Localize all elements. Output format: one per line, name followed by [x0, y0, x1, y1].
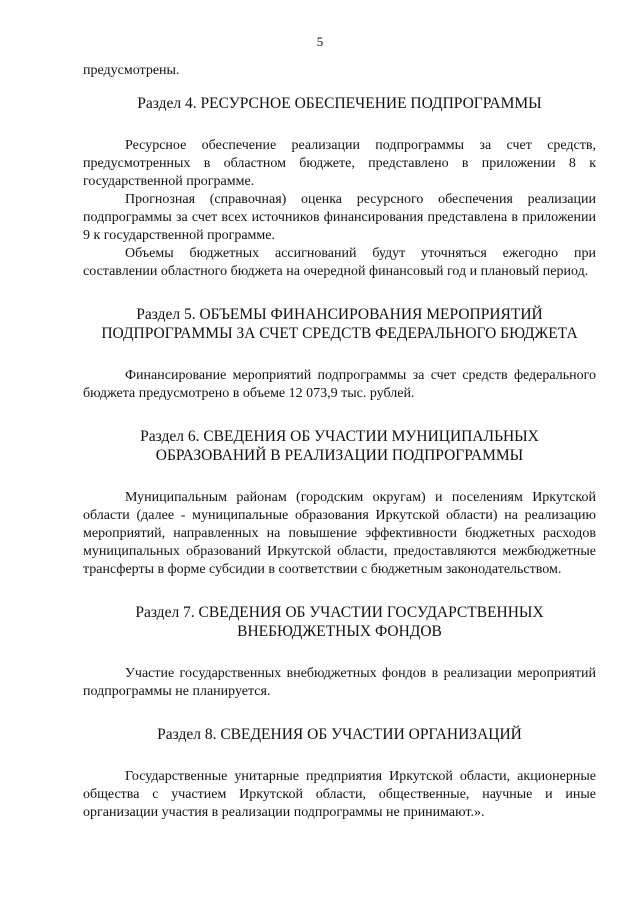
section-5 [83, 305, 596, 403]
section-8 [83, 725, 596, 822]
section-4-title: Раздел 4. РЕСУРСНОЕ ОБЕСПЕЧЕНИЕ ПОДПРОГРАММЫ [137, 95, 542, 112]
section-4 [83, 94, 596, 281]
section-5-title-line-1: Раздел 5. ОБЪЕМЫ ФИНАНСИРОВАНИЯ МЕРОПРИЯТИЙ [136, 306, 543, 323]
page-number: 5 [316, 34, 324, 49]
section-8-paragraph-1: Государственные унитарные предприятия Иркутской области, акционерные общества с участием Иркутской области, общественные, научные и иные организации участия в реализации подпрограммы не принимают.». [83, 769, 596, 820]
section-7 [83, 603, 596, 701]
section-4-paragraph-2: Прогнозная (справочная) оценка ресурсного обеспечения реализации подпрограммы за счет всех источников финансирования представлена в приложении 9 к государственной программе. [83, 192, 596, 243]
section-6-paragraph-1: Муниципальным районам (городским округам) и поселениям Иркутской области (далее - муниципальные образования Иркутской области) на реализацию мероприятий, направленных на повышение эффективности бюджетных расходов муниципальных образований Иркутской области, предоставляются межбюджетные трансферты в форме субсидии в соответствии с бюджетным законодательством. [83, 490, 596, 577]
section-6-title-line-1: Раздел 6. СВЕДЕНИЯ ОБ УЧАСТИИ МУНИЦИПАЛЬНЫХ [140, 428, 539, 445]
section-8-title: Раздел 8. СВЕДЕНИЯ ОБ УЧАСТИИ ОРГАНИЗАЦИЙ [157, 726, 522, 743]
section-5-paragraph-1: Финансирование мероприятий подпрограммы за счет средств федерального бюджета предусмотрено в объеме 12 073,9 тыс. рублей. [83, 368, 596, 401]
section-5-title-line-2: ПОДПРОГРАММЫ ЗА СЧЕТ СРЕДСТВ ФЕДЕРАЛЬНОГО БЮДЖЕТА [101, 325, 578, 342]
section-7-title-line-2: ВНЕБЮДЖЕТНЫХ ФОНДОВ [237, 623, 442, 640]
intro-text: предусмотрены. [83, 63, 180, 78]
section-7-paragraph-1: Участие государственных внебюджетных фондов в реализации мероприятий подпрограммы не планируется. [83, 666, 596, 699]
section-4-paragraph-3: Объемы бюджетных ассигнований будут уточняться ежегодно при составлении областного бюджета на очередной финансовый год и плановый период. [83, 246, 596, 279]
section-6-title-line-2: ОБРАЗОВАНИЙ В РЕАЛИЗАЦИИ ПОДПРОГРАММЫ [155, 447, 524, 464]
section-6-title [83, 427, 596, 465]
section-5-title [83, 305, 596, 343]
section-4-paragraph-1: Ресурсное обеспечение реализации подпрограммы за счет средств, предусмотренных в областном бюджете, представлено в приложении 8 к государственной программе. [83, 138, 596, 189]
section-7-title [83, 603, 596, 641]
section-6 [83, 427, 596, 579]
section-7-title-line-1: Раздел 7. СВЕДЕНИЯ ОБ УЧАСТИИ ГОСУДАРСТВЕННЫХ [135, 604, 544, 621]
document-body [83, 62, 596, 822]
